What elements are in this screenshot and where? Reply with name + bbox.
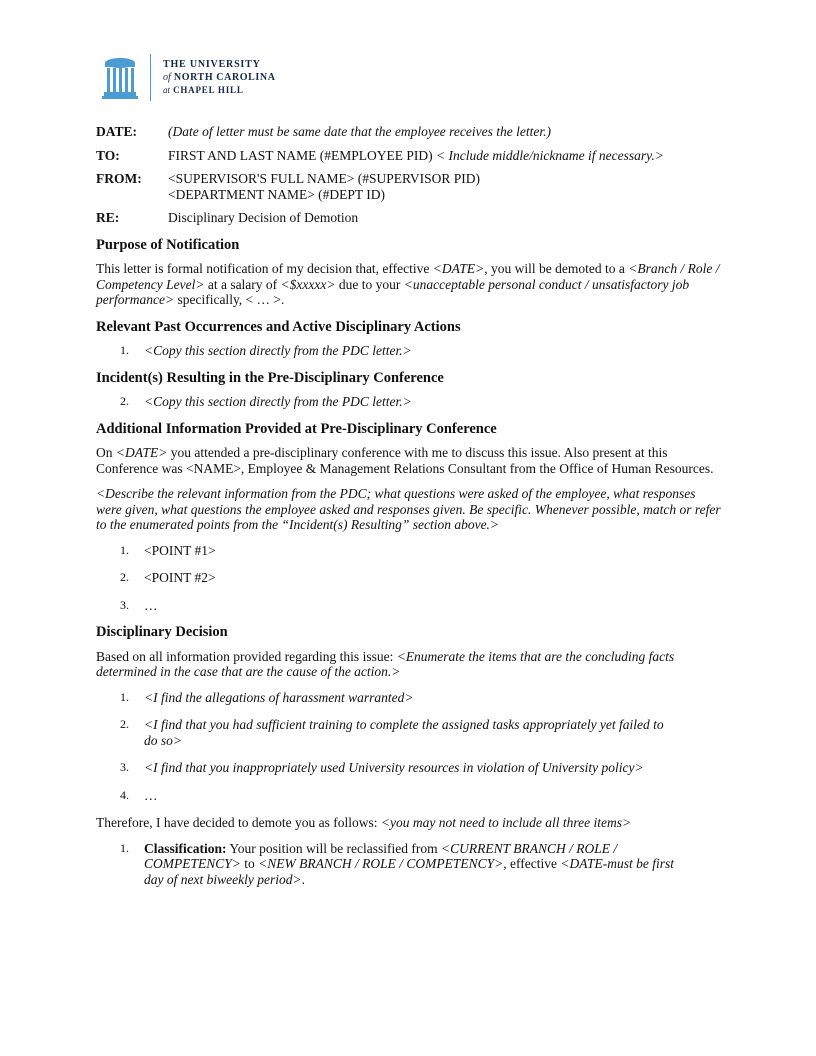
date-value: (Date of letter must be same date that the employee receives the letter.): [168, 124, 551, 139]
list-item: 1. <Copy this section directly from the PDC letter.>: [120, 343, 412, 358]
list-item: 2. <Copy this section directly from the PDC letter.>: [120, 394, 412, 409]
list-item: 3. …: [120, 597, 158, 613]
past-occurrences-heading: Relevant Past Occurrences and Active Disciplinary Actions: [96, 318, 461, 335]
from-value: <SUPERVISOR'S FULL NAME> (#SUPERVISOR PID) <DEPARTMENT NAME> (#DEPT ID): [168, 171, 481, 202]
additional-info-instructions: <Describe the relevant information from the PDC; what questions were asked of the employee, what responses were given, what questions the employee asked and responses given. Be specific. Whenever possible, match or refer to the enumerated points from the “Incident(s) Resulting” section above.>: [96, 486, 721, 532]
list-item: 2. <I find that you had sufficient training to complete the assigned tasks appropriately yet failed to do so>: [120, 717, 664, 748]
decision-heading: Disciplinary Decision: [96, 624, 228, 640]
additional-info-heading: Additional Information Provided at Pre-Disciplinary Conference: [96, 420, 497, 437]
to-label: TO:: [96, 147, 120, 163]
demotion-paragraph: Therefore, I have decided to demote you as follows: <you may not need to include all three items>: [96, 815, 632, 830]
date-row: [96, 124, 721, 140]
incident-list: [96, 394, 721, 410]
re-label: RE:: [96, 210, 120, 225]
re-row: [96, 210, 721, 226]
to-value: FIRST AND LAST NAME (#EMPLOYEE PID) < Include middle/nickname if necessary.>: [168, 147, 664, 163]
incident-heading: Incident(s) Resulting in the Pre-Disciplinary Conference: [96, 369, 444, 386]
to-row: [96, 148, 721, 164]
list-item: 1. <I find the allegations of harassment warranted>: [120, 689, 414, 705]
additional-info-paragraph: On <DATE> you attended a pre-disciplinary conference with me to discuss this issue. Also present at this Conference was <NAME>, Employee & Management Relations Consultant from the Office of Human Resources.: [96, 445, 714, 476]
logo-wordmark: [163, 58, 276, 97]
list-item: 1. <POINT #1>: [120, 542, 216, 558]
demotion-list: [96, 841, 721, 888]
date-label: DATE:: [96, 124, 138, 139]
logo-line-3: at CHAPEL HILL: [163, 85, 244, 95]
decision-paragraph: Based on all information provided regarding this issue: <Enumerate the items that are the concluding facts determined in the case that are the cause of the action.>: [96, 648, 675, 679]
purpose-heading: Purpose of Notification: [96, 236, 240, 253]
list-item: 2. <POINT #2>: [120, 570, 216, 585]
logo-line-1: THE UNIVERSITY: [163, 59, 261, 70]
list-item: 1. Classification: Your position will be reclassified from <CURRENT BRANCH / ROLE / COMPETENCY> to <NEW BRANCH / ROLE / COMPETENCY>, effective <DATE-must be first day of next biweekly period>.: [120, 840, 674, 887]
logo-line-2: of NORTH CAROLINA: [163, 72, 276, 83]
re-value: Disciplinary Decision of Demotion: [168, 210, 359, 225]
classification-label: Classification:: [144, 840, 227, 856]
list-item: 3. <I find that you inappropriately used University resources in violation of University policy>: [120, 760, 644, 775]
from-row: [96, 171, 721, 202]
past-occurrences-list: [96, 343, 721, 359]
findings-list: [96, 690, 721, 804]
purpose-paragraph: This letter is formal notification of my decision that, effective <DATE>, you will be demoted to a <Branch / Role / Competency Level> at a salary of <$xxxxx> due to your <unacceptable personal conduct / unsatisfactory job performance> specifically, < … >.: [96, 261, 720, 307]
logo-divider: [150, 54, 151, 101]
list-item: 4. …: [120, 787, 158, 803]
from-label: FROM:: [96, 171, 142, 186]
old-well-icon: [102, 56, 138, 100]
letter-body: [96, 124, 721, 899]
points-list: [96, 543, 721, 614]
